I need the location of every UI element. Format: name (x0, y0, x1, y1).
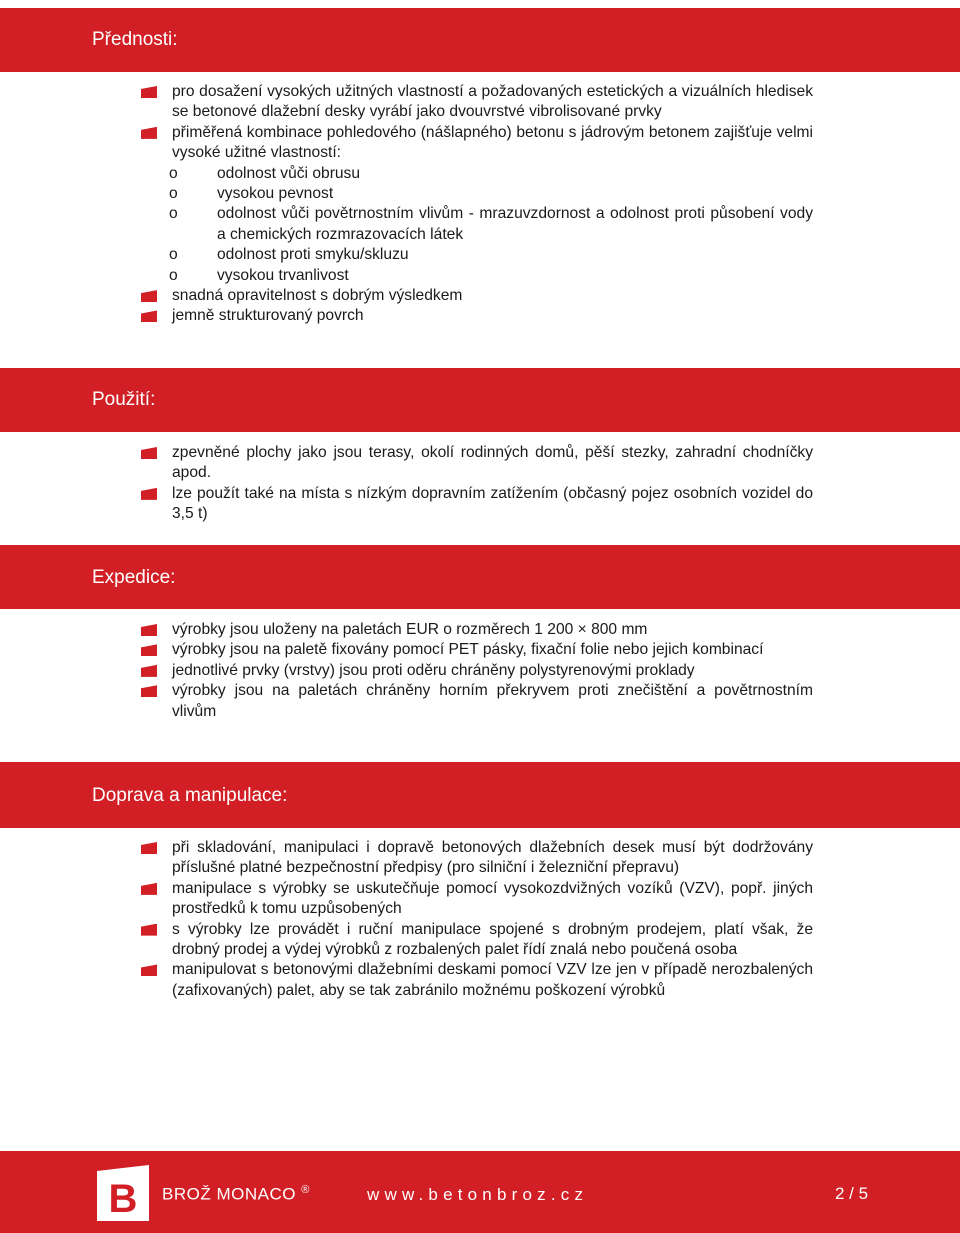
section-title: Použití: (92, 389, 156, 410)
list-item (141, 640, 813, 660)
list-item-text: výrobky jsou na paletě fixovány pomocí PET pásky, fixační folie nebo jejich kombinací (172, 641, 764, 659)
list-item (141, 920, 813, 961)
sub-list-item (141, 204, 813, 245)
list-item-text: manipulovat s betonovými dlažebními deskami pomocí VZV lze jen v případě nerozbalených (zafixovaných) palet, aby se tak zabránilo možnému poškození výrobků (172, 961, 813, 999)
section-header-pouziti (0, 368, 960, 432)
sub-list-item (141, 245, 813, 265)
red-bullet-icon (141, 310, 157, 322)
footer (0, 1151, 960, 1233)
list-item (141, 484, 813, 525)
section-header-doprava (0, 762, 960, 828)
circle-bullet-icon: o (169, 205, 178, 223)
list-item-text: vysokou pevnost (217, 185, 334, 203)
red-bullet-icon (141, 665, 157, 677)
red-bullet-icon (141, 644, 157, 656)
red-bullet-icon (141, 447, 157, 459)
list-item (141, 82, 813, 123)
red-bullet-icon (141, 290, 157, 302)
website-link[interactable]: www.betonbroz.cz (367, 1185, 589, 1204)
list-item (141, 620, 813, 640)
list-item (141, 879, 813, 920)
list-item-text: manipulace s výrobky se uskutečňuje pomocí vysokozdvižných vozíků (VZV), popř. jiných prostředků k tomu uzpůsobených (172, 879, 813, 918)
red-bullet-icon (141, 685, 157, 697)
registered-mark: ® (301, 1184, 310, 1196)
section-header-expedice (0, 545, 960, 609)
list-item-text: odolnost vůči povětrnostním vlivům - mrazuvzdornost a odolnost proti působení vody a chemických rozmrazovacích látek (217, 205, 813, 243)
list-item-text: vysokou trvanlivost (217, 266, 349, 284)
brand-name: BROŽ MONACO ® (162, 1184, 310, 1204)
red-bullet-icon (141, 624, 157, 636)
list-item-text: výrobky jsou uloženy na paletách EUR o rozměrech 1 200 × 800 mm (172, 621, 648, 638)
list-item-text: odolnost vůči obrusu (217, 164, 361, 182)
list-item (141, 838, 813, 879)
list-item-text: jednotlivé prvky (vrstvy) jsou proti oděru chráněny polystyrenovými proklady (172, 661, 695, 679)
red-bullet-icon (141, 86, 157, 98)
red-bullet-icon (141, 488, 157, 500)
list-item-text: jemně strukturovaný povrch (172, 307, 364, 325)
section-title: Doprava a manipulace: (92, 785, 288, 806)
section-body-expedice (141, 620, 813, 722)
list-item-text: snadná opravitelnost s dobrým výsledkem (172, 287, 463, 305)
section-body-prednosti (141, 82, 813, 327)
red-bullet-icon (141, 924, 157, 936)
red-bullet-icon (141, 127, 157, 139)
list-item-text: výrobky jsou na paletách chráněny horním překryvem proti znečištění a povětrnostním vlivům (172, 682, 813, 720)
logo-letter: B (108, 1177, 138, 1221)
list-item (141, 286, 813, 306)
list-item-text: přiměřená kombinace pohledového (nášlapného) betonu s jádrovým betonem zajišťuje velmi vysoké užitné vlastností: (172, 123, 813, 162)
sub-list-item (141, 266, 813, 286)
circle-bullet-icon: o (169, 246, 178, 264)
list-item (141, 960, 813, 1001)
section-title: Přednosti: (92, 29, 178, 50)
sub-list-item (141, 184, 813, 204)
section-body-doprava (141, 838, 813, 1001)
circle-bullet-icon: o (169, 185, 178, 203)
circle-bullet-icon: o (169, 164, 178, 182)
list-item-text: lze použít také na místa s nízkým dopravním zatížením (občasný pojez osobních vozidel do 3,5 t) (172, 484, 813, 523)
section-body-pouziti (141, 443, 813, 525)
sub-list-item (141, 164, 813, 184)
broz-logo-icon (93, 1163, 153, 1223)
circle-bullet-icon: o (169, 266, 178, 284)
list-item-text: zpevněné plochy jako jsou terasy, okolí rodinných domů, pěší stezky, zahradní chodníčky apod. (172, 444, 813, 482)
section-title: Expedice: (92, 567, 176, 588)
list-item (141, 681, 813, 722)
list-item-text: odolnost proti smyku/skluzu (217, 246, 409, 264)
list-item (141, 123, 813, 164)
list-item-text: při skladování, manipulaci i dopravě betonových dlažebních desek musí být dodržovány příslušné platné bezpečnostní předpisy (pro silniční i železniční přepravu) (172, 839, 813, 877)
red-bullet-icon (141, 964, 157, 976)
list-item-text: s výrobky lze provádět i ruční manipulace spojené s drobným prodejem, platí však, že drobný prodej a výdej výrobků z rozbalených palet řídí znalá nebo poučená osoba (172, 920, 813, 959)
list-item (141, 661, 813, 681)
section-header-prednosti (0, 8, 960, 72)
red-bullet-icon (141, 842, 157, 854)
list-item (141, 306, 813, 326)
page-number: 2 / 5 (835, 1184, 869, 1203)
list-item-text: pro dosažení vysokých užitných vlastností a požadovaných estetických a vizuálních hledisek se betonové dlažební desky vyrábí jako dvouvrstvé vibrolisované prvky (172, 83, 813, 121)
list-item (141, 443, 813, 484)
red-bullet-icon (141, 883, 157, 895)
